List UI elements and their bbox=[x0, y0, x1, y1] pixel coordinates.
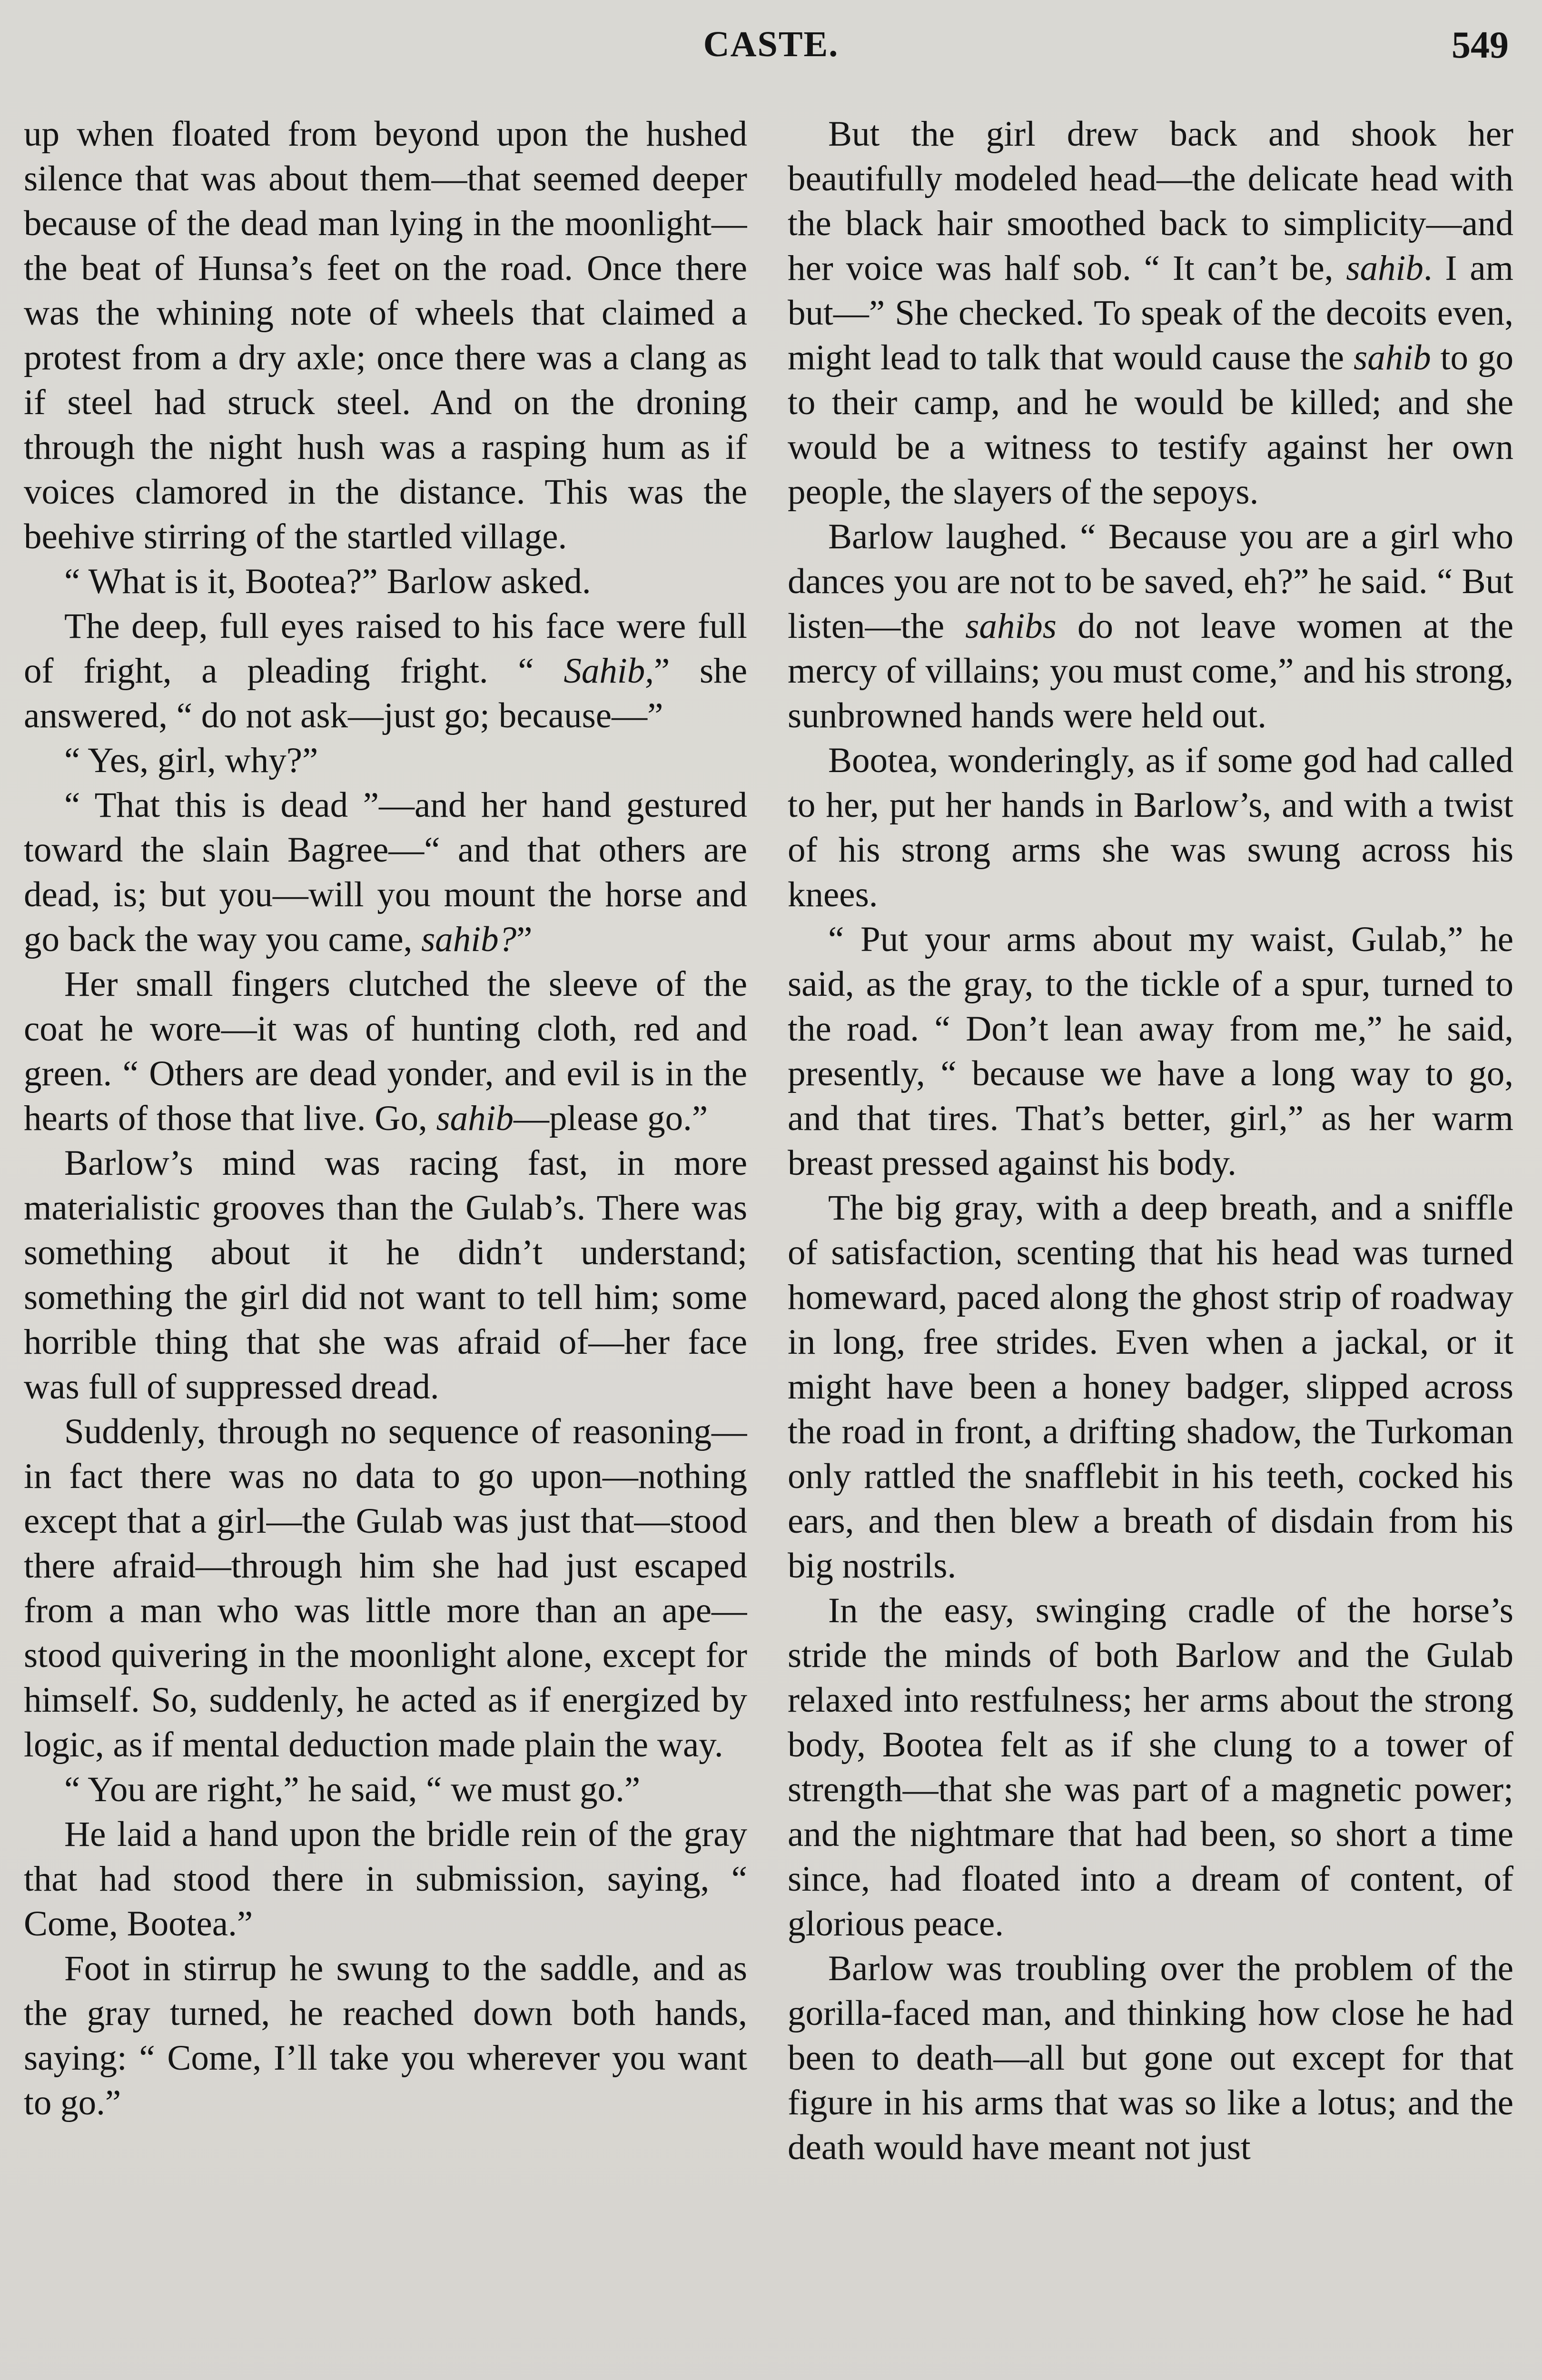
page-number: 549 bbox=[1452, 24, 1509, 66]
page-header bbox=[0, 24, 1542, 76]
paragraph: Suddenly, through no sequence of reasoning—in fact there was no data to go upon—nothing except that a girl—the Gulab was just that—stood there afraid—through him she had just escaped from a man who was little more than an ape—stood quivering in the moonlight alone, except for himself. So, suddenly, he acted as if energized by logic, as if mental deduction made plain the way. bbox=[24, 1412, 747, 1765]
text-column-right bbox=[788, 112, 1513, 2380]
paragraph: “ You are right,” he said, “ we must go.” bbox=[64, 1770, 641, 1809]
paragraph: “ That this is dead ”—and her hand gestured toward the slain Bagree—“ and that others are dead, is; but you—will you mount the horse and go back the way you came, sahib?” bbox=[24, 785, 747, 959]
paragraph: The big gray, with a deep breath, and a sniffle of satisfaction, scenting that his head was turned homeward, paced along the ghost strip of roadway in long, free strides. Even when a jackal, or it might have been a honey badger, slipped across the road in front, a drifting shadow, the Turkoman only rattled the snafflebit in his teeth, cocked his ears, and then blew a breath of disdain from his big nostrils. bbox=[788, 1188, 1513, 1586]
paragraph: He laid a hand upon the bridle rein of the gray that had stood there in submission, saying, “ Come, Bootea.” bbox=[24, 1815, 747, 1944]
text-column-left bbox=[24, 112, 747, 2380]
paragraph: Barlow was troubling over the problem of the gorilla-faced man, and thinking how close he had been to death—all but gone out except for that figure in his arms that was so like a lotus; and the death would have meant not just bbox=[788, 1949, 1513, 2167]
paragraph: The deep, full eyes raised to his face were full of fright, a pleading fright. “ Sahib,” she answered, “ do not ask—just go; because—” bbox=[24, 606, 747, 735]
paragraph: In the easy, swinging cradle of the horse’s stride the minds of both Barlow and the Gulab relaxed into restfulness; her arms about the strong body, Bootea felt as if she clung to a tower of strength—that she was part of a magnetic power; and the nightmare that had been, so short a time since, had floated into a dream of content, of glorious peace. bbox=[788, 1591, 1513, 1944]
paragraph: Foot in stirrup he swung to the saddle, and as the gray turned, he reached down both hands, saying: “ Come, I’ll take you wherever you want to go.” bbox=[24, 1949, 747, 2122]
paragraph: “ What is it, Bootea?” Barlow asked. bbox=[64, 562, 591, 601]
paragraph: up when floated from beyond upon the hushed silence that was about them—that seemed deeper because of the dead man lying in the moonlight—the beat of Hunsa’s feet on the road. Once there was the whining note of wheels that claimed a protest from a dry axle; once there was a clang as if steel had struck steel. And on the droning through the night hush was a rasping hum as if voices clamored in the distance. This was the beehive stirring of the startled village. bbox=[24, 114, 747, 556]
paragraph: But the girl drew back and shook her beautifully modeled head—the delicate head with the black hair smoothed back to simplicity—and her voice was half sob. “ It can’t be, sahib. I am but—” She checked. To speak of the decoits even, might lead to talk that would cause the sahib to go to their camp, and he would be killed; and she would be a witness to testify against her own people, the slayers of the sepoys. bbox=[788, 114, 1513, 512]
paragraph: “ Put your arms about my waist, Gulab,” he said, as the gray, to the tickle of a spur, turned to the road. “ Don’t lean away from me,” he said, presently, “ because we have a long way to go, and that tires. That’s better, girl,” as her warm breast pressed against his body. bbox=[788, 920, 1513, 1183]
paragraph: Bootea, wonderingly, as if some god had called to her, put her hands in Barlow’s, and with a twist of his strong arms she was swung across his knees. bbox=[788, 741, 1513, 914]
paragraph: Barlow laughed. “ Because you are a girl who dances you are not to be saved, eh?” he said. “ But listen—the sahibs do not leave women at the mercy of villains; you must come,” and his strong, sunbrowned hands were held out. bbox=[788, 517, 1513, 735]
paragraph: Her small fingers clutched the sleeve of the coat he wore—it was of hunting cloth, red and green. “ Others are dead yonder, and evil is in the hearts of those that live. Go, sahib—please go.” bbox=[24, 964, 747, 1138]
running-title: CASTE. bbox=[703, 24, 839, 64]
paragraph: “ Yes, girl, why?” bbox=[64, 741, 318, 780]
paragraph: Barlow’s mind was racing fast, in more materialistic grooves than the Gulab’s. There was something about it he didn’t understand; something the girl did not want to tell him; some horrible thing that she was afraid of—her face was full of suppressed dread. bbox=[24, 1143, 747, 1407]
